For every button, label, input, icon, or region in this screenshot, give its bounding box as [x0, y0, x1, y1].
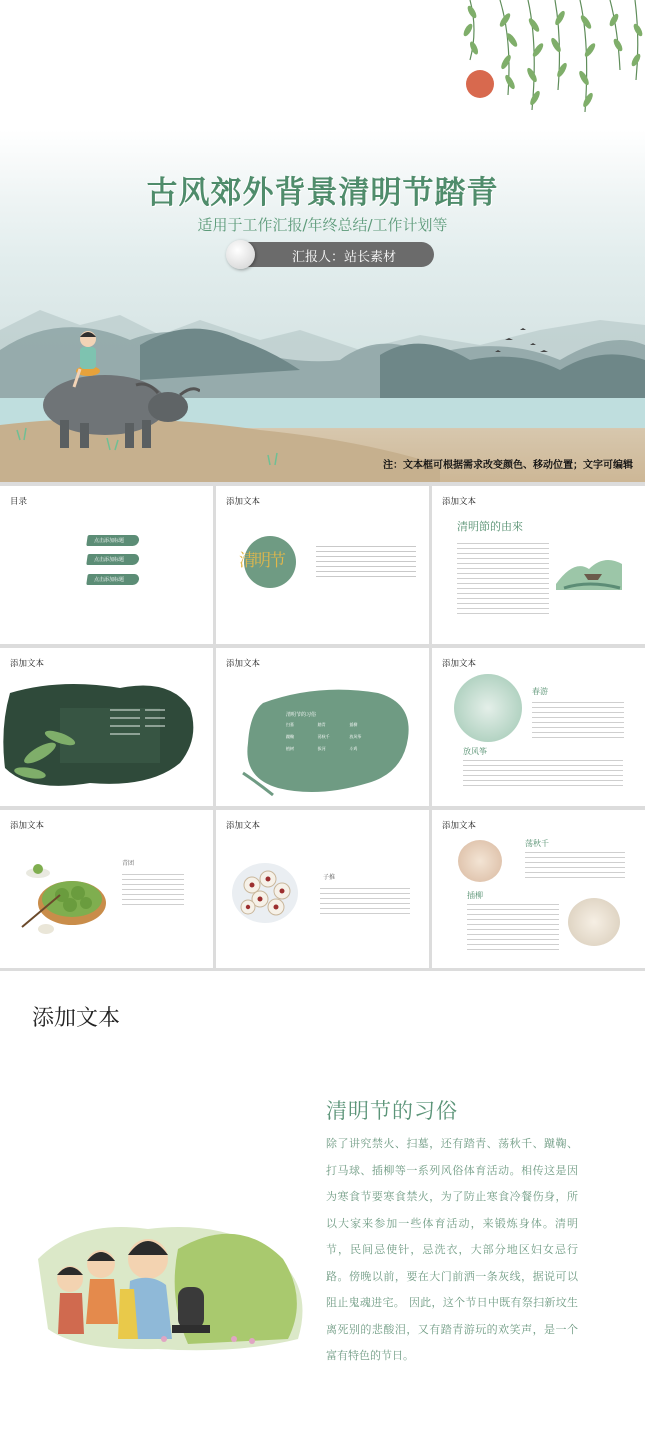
body-text-lines — [320, 886, 410, 914]
red-sun-icon — [466, 70, 494, 98]
reporter-pill — [228, 242, 434, 267]
slide-thumb-toc[interactable] — [0, 486, 213, 644]
custom-item: 放风筝 — [349, 734, 362, 739]
custom-item: 插柳 — [349, 722, 358, 727]
section-heading: 荡秋千 — [525, 839, 549, 848]
slide-heading: 清明节的习俗 — [286, 712, 317, 718]
slide-thumb-6[interactable] — [432, 648, 645, 806]
willow-planting-illustration — [568, 898, 620, 946]
body-text-lines — [122, 872, 184, 907]
body-text-lines — [463, 758, 623, 790]
children-tomb-sweeping-illustration — [38, 1189, 318, 1357]
slide-thumb-7[interactable] — [0, 810, 213, 968]
pill-knob-icon — [226, 240, 255, 269]
body-text-lines — [467, 902, 559, 950]
body-text-lines — [316, 544, 416, 578]
custom-item: 扫墓 — [286, 722, 294, 727]
slide-title: 添加文本 — [226, 497, 261, 507]
buffalo-and-child-illustration — [30, 325, 200, 450]
cover-note: 注：文本框可根据需求改变颜色、移动位置；文字可编辑 — [383, 460, 633, 471]
custom-item: 蹴鞠 — [286, 734, 294, 739]
custom-item: 拔河 — [317, 746, 326, 751]
cover-slide — [0, 0, 645, 482]
section-heading: 放风筝 — [463, 747, 487, 756]
slide-title: 添加文本 — [32, 1006, 121, 1031]
slide-title: 添加文本 — [226, 821, 261, 831]
body-text-lines — [457, 541, 549, 617]
slide-thumb-2[interactable] — [216, 486, 429, 644]
slide-title: 添加文本 — [442, 659, 477, 669]
toc-title: 目录 — [10, 497, 28, 507]
pastry-plate-illustration — [232, 863, 298, 923]
slide-title: 添加文本 — [10, 821, 45, 831]
spring-outing-illustration — [454, 674, 522, 742]
section-heading: 清明节的习俗 — [326, 1099, 458, 1123]
section-heading: 插柳 — [467, 891, 483, 900]
slide-thumb-5[interactable] — [216, 648, 429, 806]
toc-item: 点击添加标题 — [87, 574, 139, 585]
custom-item: 植树 — [286, 746, 294, 751]
slide-heading: 清明節的由來 — [457, 520, 523, 533]
slide-thumb-9[interactable] — [432, 810, 645, 968]
ink-brush-scene-illustration — [0, 668, 200, 803]
toc-item: 点击添加标题 — [87, 535, 139, 546]
slide-thumb-8[interactable] — [216, 810, 429, 968]
slide-title: 添加文本 — [442, 821, 477, 831]
slide-thumb-4[interactable] — [0, 648, 213, 806]
seal-text: 清明节 — [239, 551, 284, 571]
body-text-lines — [525, 850, 625, 880]
slide-title: 添加文本 — [442, 497, 477, 507]
landscape-boat-icon — [554, 544, 624, 592]
slide-label: 子推 — [323, 874, 336, 881]
custom-item: 斗鸡 — [349, 746, 358, 751]
qingtuan-food-illustration — [20, 855, 110, 935]
body-text-lines — [532, 700, 624, 742]
slide-thumb-3[interactable] — [432, 486, 645, 644]
cover-subtitle: 适用于工作汇报/年终总结/工作计划等 — [197, 216, 448, 234]
body-paragraph: 除了讲究禁火、扫墓，还有踏青、荡秋千、蹴鞠、打马球、插柳等一系列风俗体育活动。相传这是因为寒食节要寒食禁火，为了防止寒食冷餐伤身，所以大家来参加一些体育活动，来锻炼身体。清明节，民间忌使针，忌洗衣，大部分地区妇女忌行路。傍晚以前，要在大门前洒一条灰线，据说可以阻止鬼魂进宅。 因此，这个节日中既有祭扫新坟生离死别的悲酸泪，又有踏青游玩的欢笑声，是一个富有特色的节日。 — [326, 1137, 578, 1362]
willow-branches-illustration — [450, 0, 645, 118]
slide-customs-detail — [0, 971, 645, 1455]
slide-title: 添加文本 — [10, 659, 45, 669]
section-heading: 春游 — [532, 687, 548, 696]
reporter-label: 汇报人：站长素材 — [291, 250, 396, 265]
slide-label: 青团 — [122, 860, 135, 867]
custom-item: 踏青 — [317, 722, 326, 727]
customs-grid — [286, 722, 381, 752]
custom-item: 荡秋千 — [317, 734, 330, 739]
toc-item: 点击添加标题 — [87, 554, 139, 565]
cover-title: 古风郊外背景清明节踏青 — [146, 175, 499, 211]
slide-title: 添加文本 — [226, 659, 261, 669]
swing-illustration — [458, 840, 502, 882]
